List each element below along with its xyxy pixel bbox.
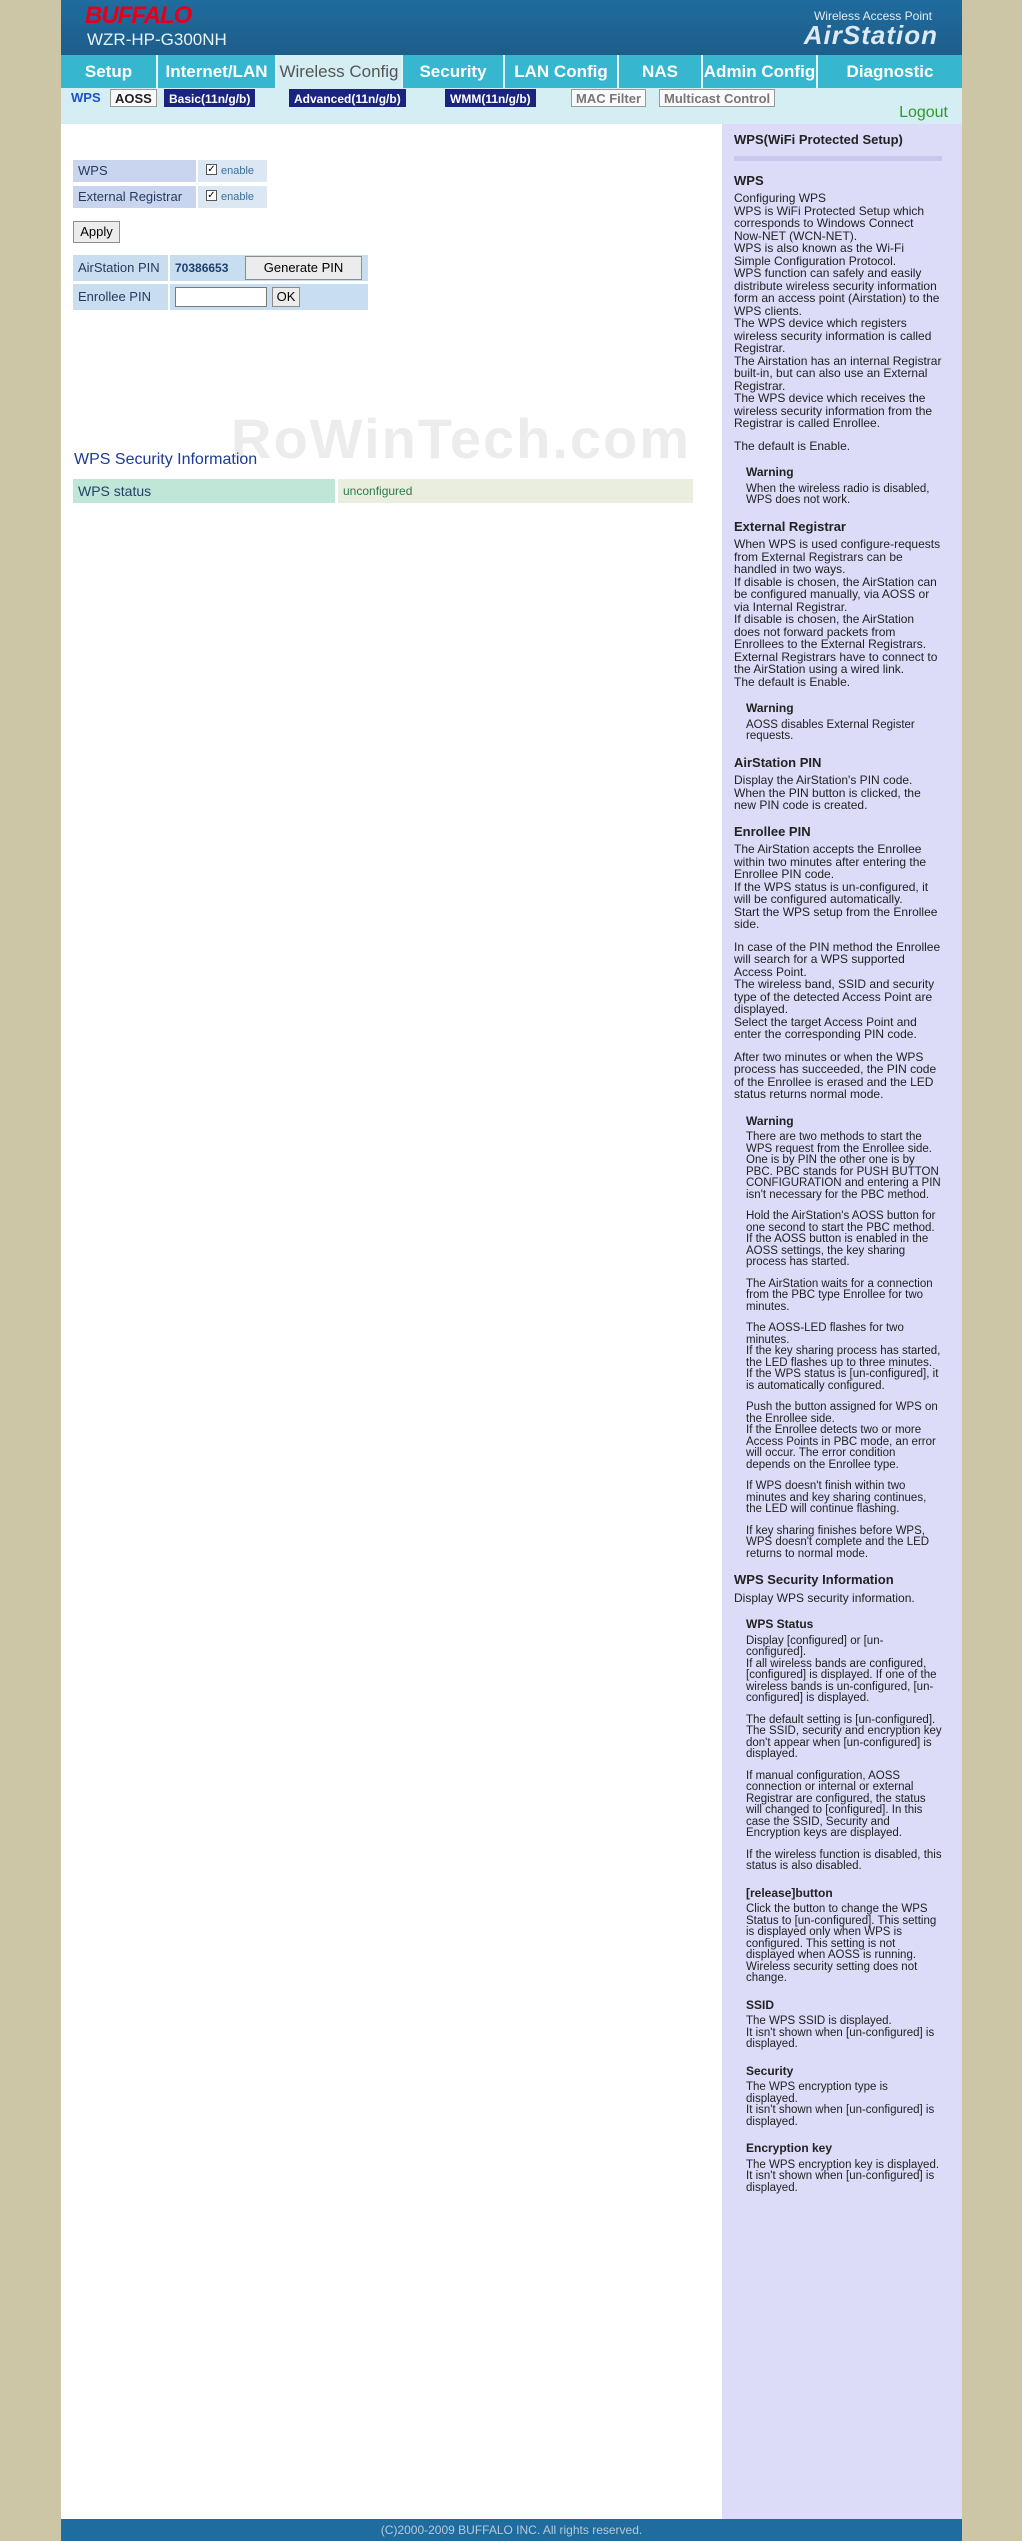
footer: (C)2000-2009 BUFFALO INC. All rights reserved. xyxy=(61,2519,962,2541)
help-security-info-text: Display WPS security information. xyxy=(734,1590,915,1605)
help-security-info-heading: WPS Security Information xyxy=(734,1572,894,1587)
nav-diagnostic[interactable]: Diagnostic xyxy=(846,62,934,81)
external-registrar-cell xyxy=(198,186,267,208)
help-warning-2-text: AOSS disables External Register requests. xyxy=(746,718,915,742)
page xyxy=(61,0,962,2541)
model-name: WZR-HP-G300NH xyxy=(87,30,227,49)
help-security xyxy=(746,2065,942,2129)
watermark: RoWinTech.com xyxy=(231,407,692,470)
help-encryption-key xyxy=(746,2142,942,2194)
help-security-info xyxy=(734,1574,942,1604)
help-ssid xyxy=(746,1999,942,2051)
nav-security[interactable]: Security xyxy=(403,55,505,88)
wps-enable-cell xyxy=(198,160,267,182)
help-wps-status-text-3: If manual configuration, AOSS connection or internal or external Registrar are configured, the status will changed to [configured]. In this case the SSID, Security and Encryption keys are displayed. xyxy=(746,1769,926,1839)
help-wps-status-text-1: Display [configured] or [un-configured]. If all wireless bands are configured, [configured] is displayed. If one of the wireless bands is un-configured, [un-configured] is displayed. xyxy=(746,1634,937,1704)
help-warning-1-text: When the wireless radio is disabled, WPS does not work. xyxy=(746,482,930,506)
help-release-button-text: Click the button to change the WPS Status to [un-configured]. This setting is displayed only when WPS is configured. This setting is not displayed when AOSS is running. Wireless security setting does not change. xyxy=(746,1903,937,1984)
help-warning-1-heading: Warning xyxy=(746,465,794,479)
help-warning-3-text-4: The AOSS-LED flashes for two minutes. If the key sharing process has started, the LED flashes up to three minutes. If the WPS status is [un-configured], it is automatically configured. xyxy=(746,1322,941,1392)
product-name: AirStation xyxy=(803,20,938,50)
help-airstation-pin-text: Display the AirStation's PIN code. When the PIN button is clicked, the new PIN code is created. xyxy=(734,773,921,812)
help-encryption-key-text: The WPS encryption key is displayed. It isn't shown when [un-configured] is displayed. xyxy=(746,2158,940,2194)
sub-nav xyxy=(61,88,962,124)
nav-admin-config[interactable]: Admin Config xyxy=(703,55,818,88)
help-wps-default: The default is Enable. xyxy=(734,438,851,453)
help-external-registrar-text: When WPS is used configure-requests from External Registrars can be handled in two ways. If disable is chosen, the AirStation can be configured manually, via AOSS or via Internal Registrar. If disable is chosen, the AirStation does not forward packets from Enrollees to the External Registrars. External Registrars have to connect to the AirStation using a wired link. The default is Enable. xyxy=(734,537,941,689)
nav-setup[interactable]: Setup xyxy=(61,55,158,88)
help-enrollee-pin xyxy=(734,823,942,1101)
help-wps xyxy=(734,172,942,453)
external-registrar-text: enable xyxy=(221,191,255,203)
help-release-button-heading: [release]button xyxy=(746,1885,833,1900)
help-warning-3 xyxy=(746,1115,942,1561)
help-warning-3-text-5: Push the button assigned for WPS on the Enrollee side. If the Enrollee detects two or more Access Points in PBC mode, an error will occur. The error condition depends on the Enrollee type. xyxy=(746,1401,938,1471)
help-enrollee-pin-text-3: After two minutes or when the WPS process has succeeded, the PIN code of the Enrollee is erased and the LED status returns normal mode. xyxy=(734,1049,937,1101)
help-external-registrar-heading: External Registrar xyxy=(734,518,846,534)
header xyxy=(61,0,962,55)
subtab-wmm[interactable]: WMM(11n/g/b) xyxy=(445,89,536,107)
nav-lan-config[interactable]: LAN Config xyxy=(505,55,619,88)
help-wps-status-text-2: The default setting is [un-configured]. The SSID, security and encryption key don't appear when [un-configured] is displayed. xyxy=(746,1713,942,1760)
nav-nas[interactable]: NAS xyxy=(619,55,703,88)
help-enrollee-pin-text-1: The AirStation accepts the Enrollee within two minutes after entering the Enrollee PIN code. If the WPS status is un-configured, it will be configured automatically. Start the WPS setup from the Enrollee side. xyxy=(734,842,938,931)
main-nav xyxy=(61,55,962,88)
product-type: Wireless Access Point xyxy=(813,9,932,23)
help-warning-3-text-3: The AirStation waits for a connection from the PBC type Enrollee for two minutes. xyxy=(746,1277,933,1313)
help-wps-text: Configuring WPS WPS is WiFi Protected Setup which corresponds to Windows Connect Now-NET (WCN-NET). WPS is also known as the Wi-Fi Simple Configuration Protocol. WPS function can safely and easily distribute wireless security information form an access point (Airstation) to the WPS clients. The WPS device which registers wireless security information is called Registrar. The Airstation has an internal Registrar built-in, but can also use an External Registrar. The WPS device which receives the wireless security information from the Registrar is called Enrollee. xyxy=(734,191,942,430)
help-title: WPS(WiFi Protected Setup) xyxy=(734,132,903,147)
help-warning-3-text-1: There are two methods to start the WPS request from the Enrollee side. One is by PIN the other one is by PBC. PBC stands for PUSH BUTTON CONFIGURATION and entering a PIN isn't necessary for the PBC method. xyxy=(746,1131,941,1201)
subtab-aoss[interactable]: AOSS xyxy=(110,89,157,107)
apply-button[interactable]: Apply xyxy=(73,221,120,243)
help-enrollee-pin-text-2: In case of the PIN method the Enrollee will search for a WPS supported Access Point. The wireless band, SSID and security type of the detected Access Point are displayed. Select the target Access Point and enter the corresponding PIN code. xyxy=(734,939,941,1041)
help-encryption-key-heading: Encryption key xyxy=(746,2141,833,2155)
help-enrollee-pin-heading: Enrollee PIN xyxy=(734,823,811,839)
help-ssid-heading: SSID xyxy=(746,1997,775,2012)
wps-label: WPS xyxy=(73,160,196,182)
external-registrar-label: External Registrar xyxy=(73,186,196,208)
subtab-multicast-control[interactable]: Multicast Control xyxy=(659,89,775,107)
help-warning-3-text-2: Hold the AirStation's AOSS button for one second to start the PBC method. If the AOSS button is enabled in the AOSS settings, the key sharing process has started. xyxy=(746,1210,936,1268)
help-wps-status-text-4: If the wireless function is disabled, this status is also disabled. xyxy=(746,1848,942,1872)
external-registrar-checkbox[interactable]: ✓ xyxy=(207,190,216,201)
logout-link[interactable]: Logout xyxy=(899,104,948,121)
help-security-heading: Security xyxy=(746,2063,794,2078)
help-wps-status xyxy=(746,1618,942,1873)
subtab-mac-filter[interactable]: MAC Filter xyxy=(571,89,646,107)
nav-internet-lan[interactable]: Internet/LAN xyxy=(158,55,277,88)
airstation-pin-cell xyxy=(170,255,368,281)
help-warning-3-text-7: If key sharing finishes before WPS, WPS doesn't complete and the LED returns to normal mode. xyxy=(746,1524,930,1560)
help-security-text: The WPS encryption type is displayed. It isn't shown when [un-configured] is displayed. xyxy=(746,2081,935,2128)
subtab-advanced[interactable]: Advanced(11n/g/b) xyxy=(289,89,406,107)
brand-logo: BUFFALO xyxy=(85,2,192,29)
airstation-pin-label: AirStation PIN xyxy=(73,255,168,281)
enrollee-pin-cell xyxy=(170,284,368,310)
wps-enable-checkbox[interactable]: ✓ xyxy=(207,164,216,175)
help-warning-3-heading: Warning xyxy=(746,1113,794,1128)
wps-status-value: unconfigured xyxy=(338,479,693,503)
help-external-registrar xyxy=(734,518,942,689)
nav-wireless-config[interactable]: Wireless Config xyxy=(277,55,403,88)
help-warning-2-heading: Warning xyxy=(746,701,794,715)
help-warning-3-text-6: If WPS doesn't finish within two minutes and key sharing continues, the LED will continue flashing. xyxy=(746,1480,927,1515)
ok-button[interactable]: OK xyxy=(272,287,300,307)
help-airstation-pin xyxy=(734,754,942,812)
help-wps-heading: WPS xyxy=(734,172,764,188)
subtab-wps[interactable]: WPS xyxy=(71,90,101,105)
help-release-button xyxy=(746,1887,942,1985)
help-divider xyxy=(734,156,942,161)
enrollee-pin-label: Enrollee PIN xyxy=(73,284,168,310)
help-warning-2 xyxy=(746,702,942,743)
help-ssid-text: The WPS SSID is displayed. It isn't shown when [un-configured] is displayed. xyxy=(746,2015,935,2050)
wps-status-label: WPS status xyxy=(73,479,335,503)
generate-pin-button[interactable]: Generate PIN xyxy=(245,256,362,280)
wps-enable-text: enable xyxy=(221,165,255,177)
wps-security-info-heading: WPS Security Information xyxy=(74,451,258,468)
help-warning-1 xyxy=(746,466,942,507)
enrollee-pin-input[interactable] xyxy=(175,287,267,307)
help-wps-status-heading: WPS Status xyxy=(746,1617,814,1631)
airstation-pin-value: 70386653 xyxy=(175,261,229,275)
help-sidebar xyxy=(722,124,962,2519)
main-content xyxy=(61,124,722,2519)
help-airstation-pin-heading: AirStation PIN xyxy=(734,754,822,770)
subtab-basic[interactable]: Basic(11n/g/b) xyxy=(164,89,255,107)
